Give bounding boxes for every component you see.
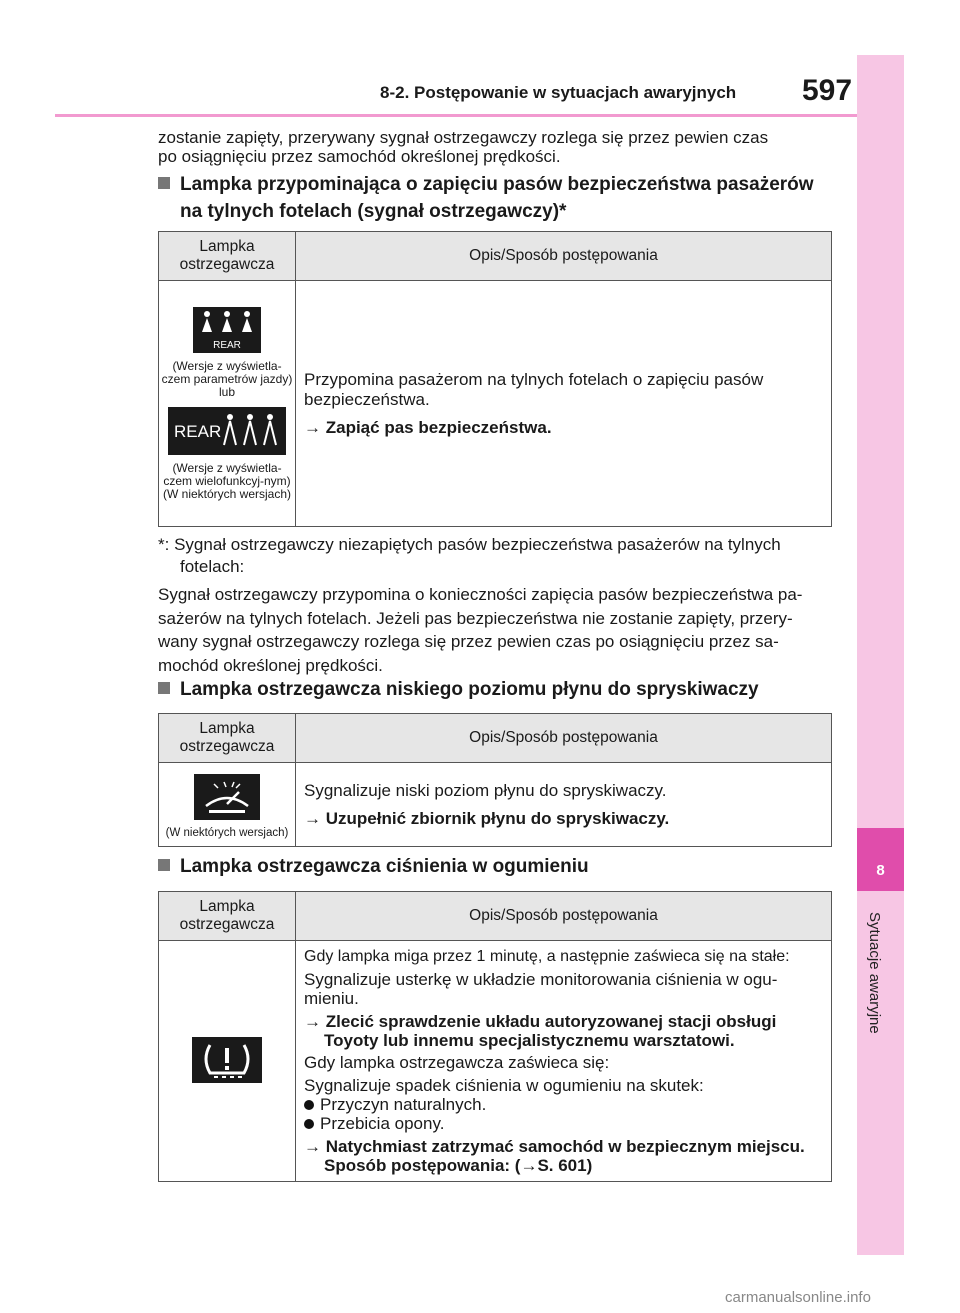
icon2-caption: (Wersje z wyświetla-czem wielofunkcyj-nym) (W niektórych wersjach)	[162, 460, 292, 501]
section3-heading: Lampka ostrzegawcza ciśnienia w ogumieniu	[158, 853, 589, 880]
square-bullet-icon	[158, 859, 170, 871]
col-header-lamp: Lampka ostrzegawcza	[159, 232, 296, 281]
col-header-description: Opis/Sposób postępowania	[296, 714, 832, 763]
intro-line-2: po osiągnięciu przez samochód określonej prędkości.	[158, 147, 561, 166]
section2-heading: Lampka ostrzegawcza niskiego poziomu płynu do spryskiwaczy	[158, 676, 759, 703]
tire-pressure-table	[158, 891, 832, 1182]
arrow-icon: →	[304, 1012, 326, 1031]
icon-caption: (W niektórych wersjach)	[165, 826, 289, 839]
bullet-item: Przebicia opony.	[304, 1114, 823, 1133]
chapter-title: Sytuacje awaryjne	[866, 912, 883, 1034]
footnote-paragraph: Sygnał ostrzegawczy przypomina o konieczności zapięcia pasów bezpieczeństwa pa- sażerów na tylnych fotelach. Jeżeli pas bezpieczeństwa nie zostanie zapięty, przery- wany sygnał ostrzegawczy rozlega się przez pewien czas po osiągnięciu przez sa- mochód określonej prędkości.	[158, 585, 803, 675]
bullet-icon	[304, 1119, 314, 1129]
bullet-icon	[304, 1100, 314, 1110]
svg-text:REAR: REAR	[213, 339, 241, 351]
svg-text:REAR: REAR	[174, 421, 222, 441]
bullet-item: Przyczyn naturalnych.	[304, 1095, 823, 1114]
seatbelt-warning-table	[158, 231, 832, 527]
footnote: *: Sygnał ostrzegawczy niezapiętych pasów bezpieczeństwa pasażerów na tylnych fotelach:	[158, 535, 781, 576]
washer-fluid-table	[158, 713, 832, 847]
col-header-lamp: Lampka ostrzegawcza	[159, 714, 296, 763]
rear-seatbelt-multi-icon	[168, 407, 286, 455]
rear-seatbelt-icon	[193, 307, 261, 353]
blink-text: Gdy lampka miga przez 1 minutę, a następnie zaświeca się na stałe:	[304, 948, 790, 965]
washer-fluid-icon	[194, 774, 260, 820]
seatbelt-multi-icon	[168, 407, 286, 455]
table-row	[159, 281, 832, 527]
action-line: → Zapiąć pas bezpieczeństwa.	[304, 417, 552, 437]
lamp-cell	[159, 941, 296, 1182]
col-header-description: Opis/Sposób postępowania	[296, 892, 832, 941]
section-title: 8-2. Postępowanie w sytuacjach awaryjnych	[380, 83, 737, 102]
description-text: Przypomina pasażerom na tylnych fotelach o zapięciu pasów bezpieczeństwa.	[304, 369, 764, 409]
col-header-description: Opis/Sposób postępowania	[296, 232, 832, 281]
table-header-row	[159, 232, 832, 281]
watermark: carmanualsonline.info	[725, 1289, 871, 1306]
lamp-cell	[159, 281, 296, 527]
intro-line-1: zostanie zapięty, przerywany sygnał ostrzegawczy rozlega się przez pewien czas	[158, 128, 769, 147]
drop-text: Sygnalizuje spadek ciśnienia w ogumieniu na skutek:	[304, 1076, 704, 1095]
arrow-icon: →	[304, 808, 326, 828]
description-text: Sygnalizuje niski poziom płynu do spryskiwaczy.	[304, 780, 667, 800]
section1-heading: Lampka przypominająca o zapięciu pasów bezpieczeństwa pasażerów na tylnych fotelach (sygnał ostrzegawczy)*	[158, 171, 814, 225]
square-bullet-icon	[158, 682, 170, 694]
or-label: lub	[218, 384, 235, 399]
arrow-icon: →	[304, 417, 326, 437]
table-row	[159, 763, 832, 847]
table-header-row	[159, 714, 832, 763]
lamp-cell	[159, 763, 296, 847]
fault-text: Sygnalizuje usterkę w układzie monitorowania ciśnienia w ogu-mieniu.	[304, 970, 778, 1008]
header-divider	[55, 114, 857, 117]
chapter-tab[interactable]: 8	[857, 828, 904, 891]
table-header-row	[159, 892, 832, 941]
icon1-caption: (Wersje z wyświetla-czem parametrów jazdy)	[161, 358, 293, 386]
square-bullet-icon	[158, 177, 170, 189]
side-tab-strip	[857, 55, 904, 1255]
action-line: → Uzupełnić zbiornik płynu do spryskiwaczy.	[304, 808, 670, 828]
action-line-2: → Natychmiast zatrzymać samochód w bezpiecznym miejscu. Sposób postępowania: (→S. 601)	[304, 1137, 805, 1175]
description-cell	[296, 763, 832, 847]
lit-text: Gdy lampka ostrzegawcza zaświeca się:	[304, 1053, 610, 1072]
seatbelt-figures-icon	[193, 307, 261, 353]
tire-pressure-icon	[192, 1037, 262, 1083]
table-row	[159, 941, 832, 1182]
description-cell	[296, 281, 832, 527]
col-header-lamp: Lampka ostrzegawcza	[159, 892, 296, 941]
description-cell	[296, 941, 832, 1182]
arrow-icon: →	[304, 1137, 326, 1156]
action-line-1: → Zlecić sprawdzenie układu autoryzowanej stacji obsługi Toyoty lub innemu specjalistycznemu warsztatowi.	[304, 1012, 777, 1050]
page-number: 597	[802, 74, 853, 107]
